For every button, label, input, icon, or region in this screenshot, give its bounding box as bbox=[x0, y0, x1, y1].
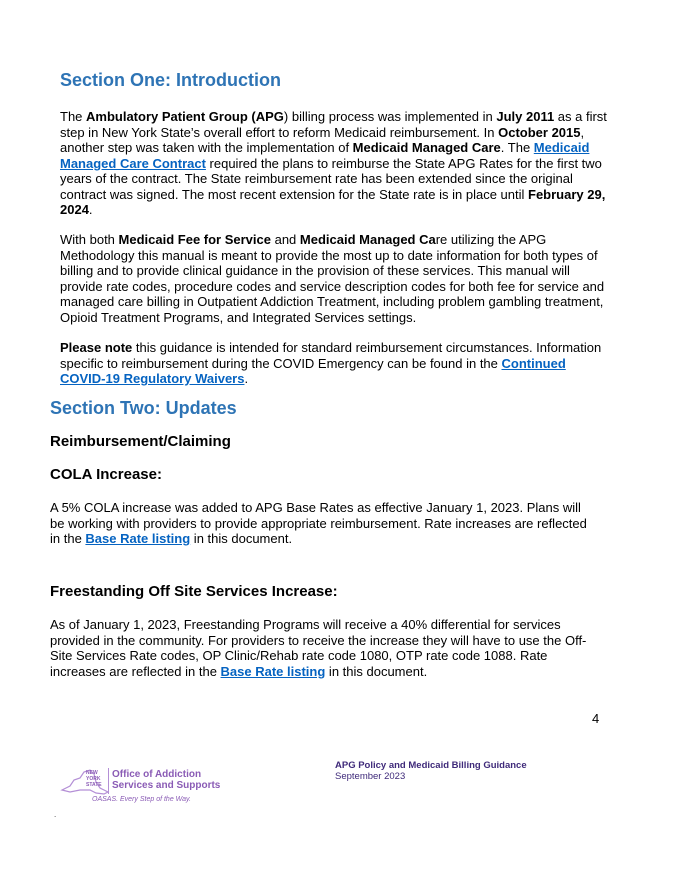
base-rate-link-2[interactable]: Base Rate listing bbox=[220, 663, 326, 679]
logo-divider bbox=[108, 768, 109, 794]
oasas-logo bbox=[60, 766, 260, 810]
ny-state-wordmark: NEW YORK STATE bbox=[86, 770, 102, 788]
page-number: 4 bbox=[592, 711, 600, 726]
logo-tagline: OASAS. Every Step of the Way. bbox=[92, 796, 191, 803]
logo-agency-name: Office of Addiction Services and Supports bbox=[112, 769, 221, 791]
footer-document-title: APG Policy and Medicaid Billing Guidance September 2023 bbox=[335, 760, 527, 782]
intro-paragraph: The Ambulatory Patient Group (APG) billing process was implemented in July 2011 as a first step in New York State’s overall effort to reform Medicaid reimbursement. In October 2015, another step was taken with the implementation of Medicaid Managed Care. The Medicaid Managed Care Contract required the plans to reimburse the State APG Rates for the first two years of the contract. The State reimbursement rate has been extended since the original contract was signed. The most recent extension for the State rate is in place until February 29, 2024. bbox=[60, 109, 607, 217]
cola-paragraph: A 5% COLA increase was added to APG Base Rates as effective January 1, 2023. Plans will be working with providers to provide appropriate reimbursement. Rate increases are reflected in the Base Rate listing in this document. bbox=[50, 500, 587, 546]
methodology-paragraph: With both Medicaid Fee for Service and Medicaid Managed Care utilizing the APG Methodology this manual is meant to provide the most up to date information for both types of billing and to provide clinical guidance in the provision of these services. This manual will provide rate codes, procedure codes and service description codes for both fee for service and managed care billing in Outpatient Addiction Treatment, including problem gambling treatment, Opioid Treatment Programs, and Integrated Services settings. bbox=[60, 232, 605, 325]
offsite-paragraph: As of January 1, 2023, Freestanding Programs will receive a 40% differential for services provided in the community. For providers to receive the increase they will have to use the Off-Site Services Rate codes, OP Clinic/Rehab rate code 1080, OTP rate code 1088. Rate increases are reflected in the Base Rate listing in this document. bbox=[50, 617, 587, 679]
footer-dot: . bbox=[54, 810, 57, 819]
section-one-heading: Section One: Introduction bbox=[60, 70, 281, 90]
covid-waivers-link[interactable]: Continued COVID-19 Regulatory Waivers bbox=[60, 355, 566, 386]
reimbursement-subheading: Reimbursement/Claiming bbox=[50, 433, 231, 450]
base-rate-link-1[interactable]: Base Rate listing bbox=[85, 531, 191, 546]
section-two-heading: Section Two: Updates bbox=[50, 398, 237, 418]
offsite-subheading: Freestanding Off Site Services Increase: bbox=[50, 583, 338, 600]
note-paragraph: Please note this guidance is intended for standard reimbursement circumstances. Information specific to reimbursement during the COVID Emergency can be found in the Continued COVID-19 Regulatory Waivers. bbox=[60, 340, 602, 386]
cola-subheading: COLA Increase: bbox=[50, 466, 162, 483]
managed-care-contract-link[interactable]: Medicaid Managed Care Contract bbox=[60, 140, 590, 171]
